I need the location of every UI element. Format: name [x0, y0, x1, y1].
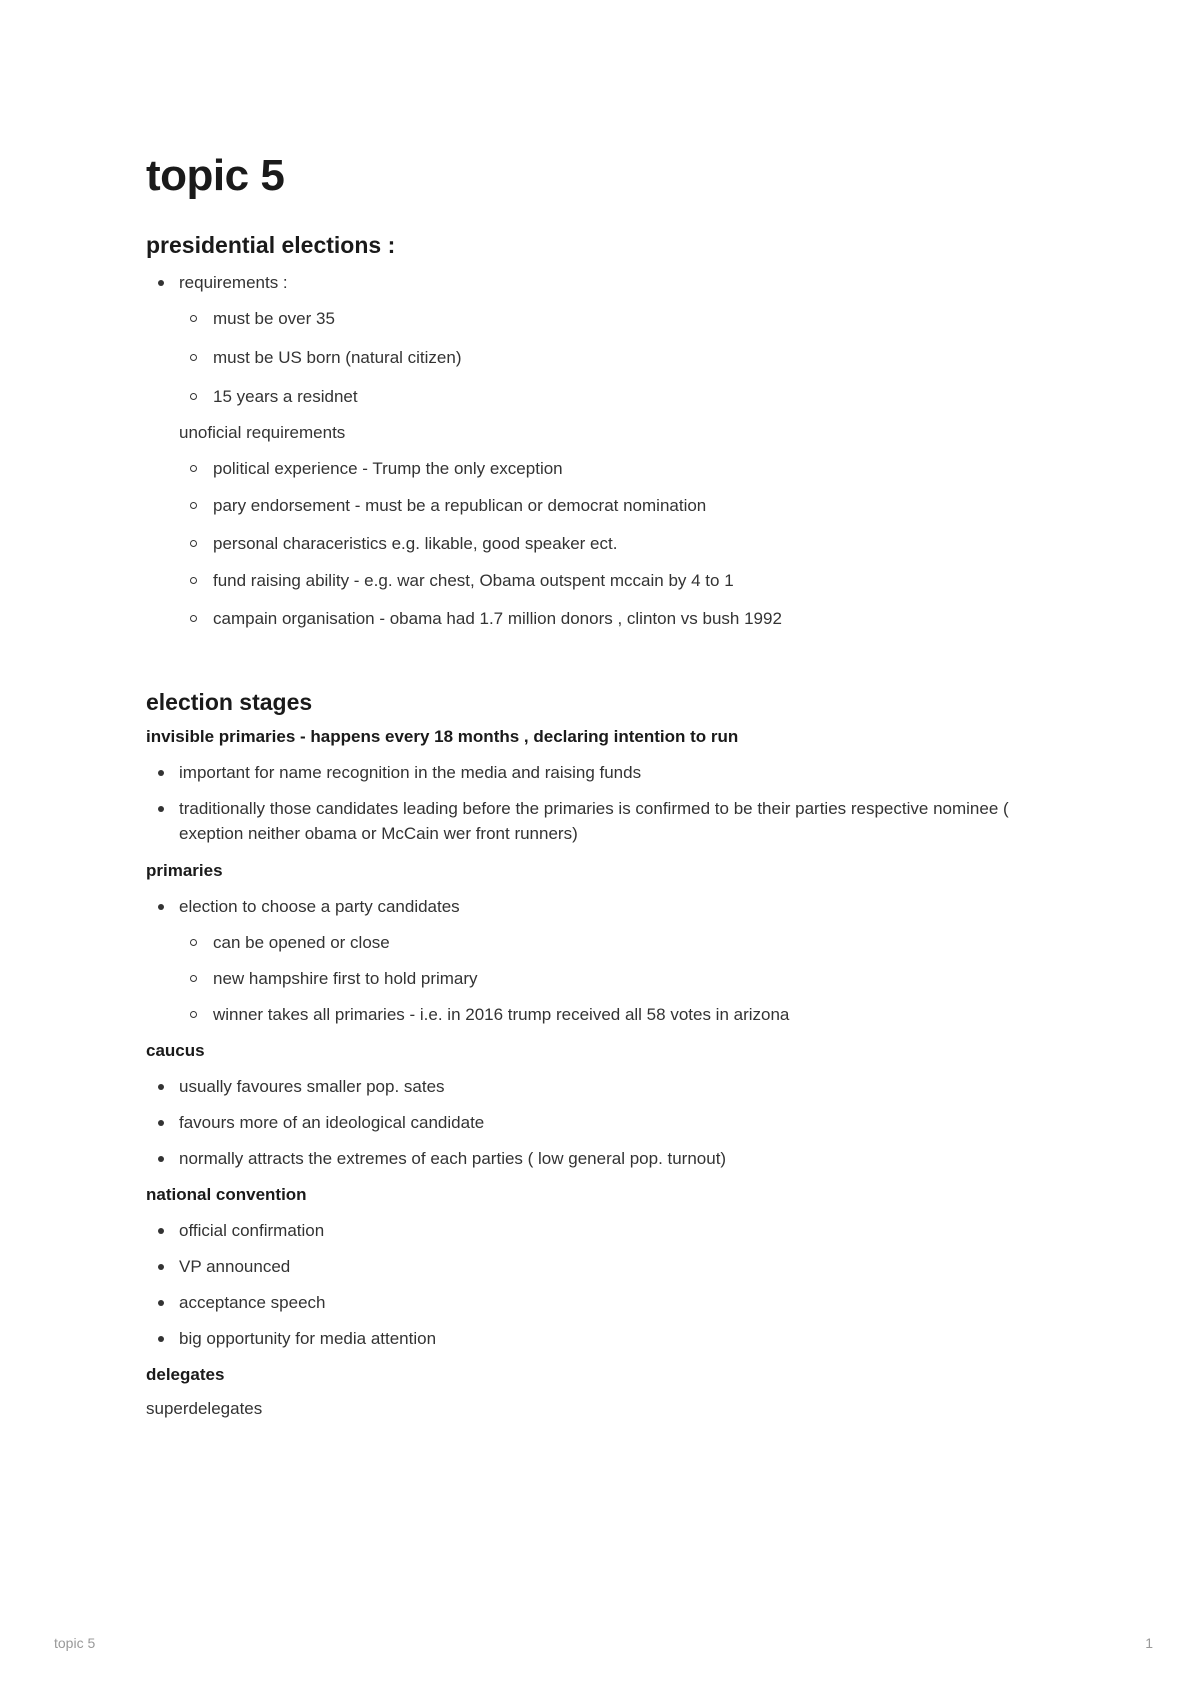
unofficial-requirements-list — [146, 456, 1066, 631]
list-item: campain organisation - obama had 1.7 million donors , clinton vs bush 1992 — [146, 606, 1066, 631]
list-item: important for name recognition in the media and raising funds — [146, 760, 1066, 785]
requirements-list — [146, 270, 1066, 295]
superdelegates-text: superdelegates — [146, 1399, 263, 1418]
footer-title: topic 5 — [54, 1635, 96, 1651]
list-item: requirements : — [146, 270, 1066, 295]
subheading-national-convention: national convention — [146, 1185, 307, 1204]
section-heading-presidential-elections: presidential elections : — [146, 232, 396, 258]
list-item: pary endorsement - must be a republican or democrat nomination — [146, 493, 1066, 518]
list-item: personal characeristics e.g. likable, good speaker ect. — [146, 531, 1066, 556]
document-page — [146, 150, 1066, 1421]
list-item: political experience - Trump the only exception — [146, 456, 1066, 481]
subheading-primaries: primaries — [146, 861, 223, 880]
list-item: official confirmation — [146, 1218, 1066, 1243]
list-item: 15 years a residnet — [146, 384, 1066, 409]
requirements-sublist — [146, 306, 1066, 409]
primaries-list — [146, 894, 1066, 1027]
list-item: usually favoures smaller pop. sates — [146, 1074, 1066, 1099]
list-item: VP announced — [146, 1254, 1066, 1279]
list-item: winner takes all primaries - i.e. in 2016 trump received all 58 votes in arizona — [146, 1002, 1066, 1027]
list-item: normally attracts the extremes of each parties ( low general pop. turnout) — [146, 1146, 1066, 1171]
list-item: big opportunity for media attention — [146, 1326, 1066, 1351]
list-item: must be US born (natural citizen) — [146, 345, 1066, 370]
list-item: acceptance speech — [146, 1290, 1066, 1315]
subheading-delegates: delegates — [146, 1365, 225, 1384]
page-number: 1 — [1145, 1635, 1153, 1651]
list-item: election to choose a party candidates — [146, 894, 1066, 919]
page-title: topic 5 — [146, 151, 285, 200]
list-item: favours more of an ideological candidate — [146, 1110, 1066, 1135]
invisible-primaries-list — [146, 760, 1066, 846]
list-item: new hampshire first to hold primary — [146, 966, 1066, 991]
caucus-list — [146, 1074, 1066, 1171]
convention-list — [146, 1218, 1066, 1351]
unofficial-requirements-label: unoficial requirements — [179, 423, 346, 442]
subheading-caucus: caucus — [146, 1041, 205, 1060]
list-item: traditionally those candidates leading before the primaries is confirmed to be their parties respective nominee ( exeption neither obama or McCain wer front runners) — [146, 796, 1066, 846]
section-heading-election-stages: election stages — [146, 689, 313, 715]
list-item: must be over 35 — [146, 306, 1066, 331]
list-item: can be opened or close — [146, 930, 1066, 955]
subheading-invisible-primaries: invisible primaries - happens every 18 months , declaring intention to run — [146, 727, 739, 746]
list-item: fund raising ability - e.g. war chest, Obama outspent mccain by 4 to 1 — [146, 568, 1066, 593]
